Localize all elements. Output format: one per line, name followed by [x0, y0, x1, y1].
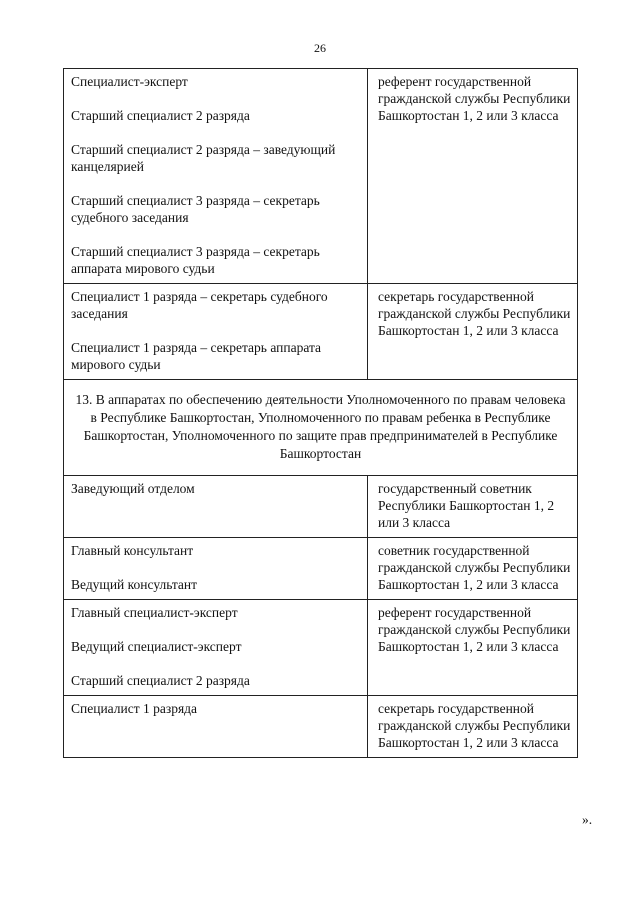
positions-cell — [64, 538, 368, 600]
class-rank-cell: государственный советник Республики Башкортостан 1, 2 или 3 класса — [368, 476, 578, 538]
position-title: Специалист 1 разряда – секретарь аппарата мирового судьи — [71, 340, 322, 372]
positions-cell — [64, 284, 368, 380]
position-title: Специалист-эксперт — [71, 74, 188, 89]
positions-cell — [64, 696, 368, 758]
class-rank-cell: референт государственной гражданской службы Республики Башкортостан 1, 2 или 3 класса — [368, 69, 578, 284]
table-row — [64, 69, 578, 284]
position-title: Ведущий консультант — [71, 577, 198, 592]
table-row — [64, 476, 578, 538]
position-title: Заведующий отделом — [71, 481, 195, 496]
position-title: Главный специалист-эксперт — [71, 605, 238, 620]
class-rank-cell: советник государственной гражданской службы Республики Башкортостан 1, 2 или 3 класса — [368, 538, 578, 600]
position-title: Старший специалист 3 разряда – секретарь судебного заседания — [71, 193, 320, 225]
section-heading: 13. В аппаратах по обеспечению деятельности Уполномоченного по правам человека в Республике Башкортостан, Уполномоченного по правам ребенка в Республике Башкортостан, Уполномоченного по защите прав предпринимателей в Республике Башкортостан — [64, 380, 578, 476]
position-title: Главный консультант — [71, 543, 194, 558]
positions-cell — [64, 69, 368, 284]
class-rank-cell: секретарь государственной гражданской службы Республики Башкортостан 1, 2 или 3 класса — [368, 696, 578, 758]
table-row — [64, 538, 578, 600]
position-title: Старший специалист 2 разряда — [71, 108, 250, 123]
class-rank-cell: референт государственной гражданской службы Республики Башкортостан 1, 2 или 3 класса — [368, 600, 578, 696]
section-heading-row — [64, 380, 578, 476]
positions-table — [63, 68, 578, 758]
table-row — [64, 600, 578, 696]
table-row — [64, 696, 578, 758]
class-rank-cell: секретарь государственной гражданской службы Республики Башкортостан 1, 2 или 3 класса — [368, 284, 578, 380]
position-title: Специалист 1 разряда — [71, 701, 198, 716]
page-number: 26 — [314, 41, 326, 55]
position-title: Специалист 1 разряда – секретарь судебного заседания — [71, 289, 328, 321]
positions-cell — [64, 476, 368, 538]
closing-quote-mark: ». — [582, 812, 593, 827]
positions-cell — [64, 600, 368, 696]
position-title: Старший специалист 2 разряда – заведующий канцелярией — [71, 142, 336, 174]
position-title: Старший специалист 2 разряда — [71, 673, 250, 688]
table-row — [64, 284, 578, 380]
position-title: Старший специалист 3 разряда – секретарь аппарата мирового судьи — [71, 244, 320, 276]
position-title: Ведущий специалист-эксперт — [71, 639, 242, 654]
